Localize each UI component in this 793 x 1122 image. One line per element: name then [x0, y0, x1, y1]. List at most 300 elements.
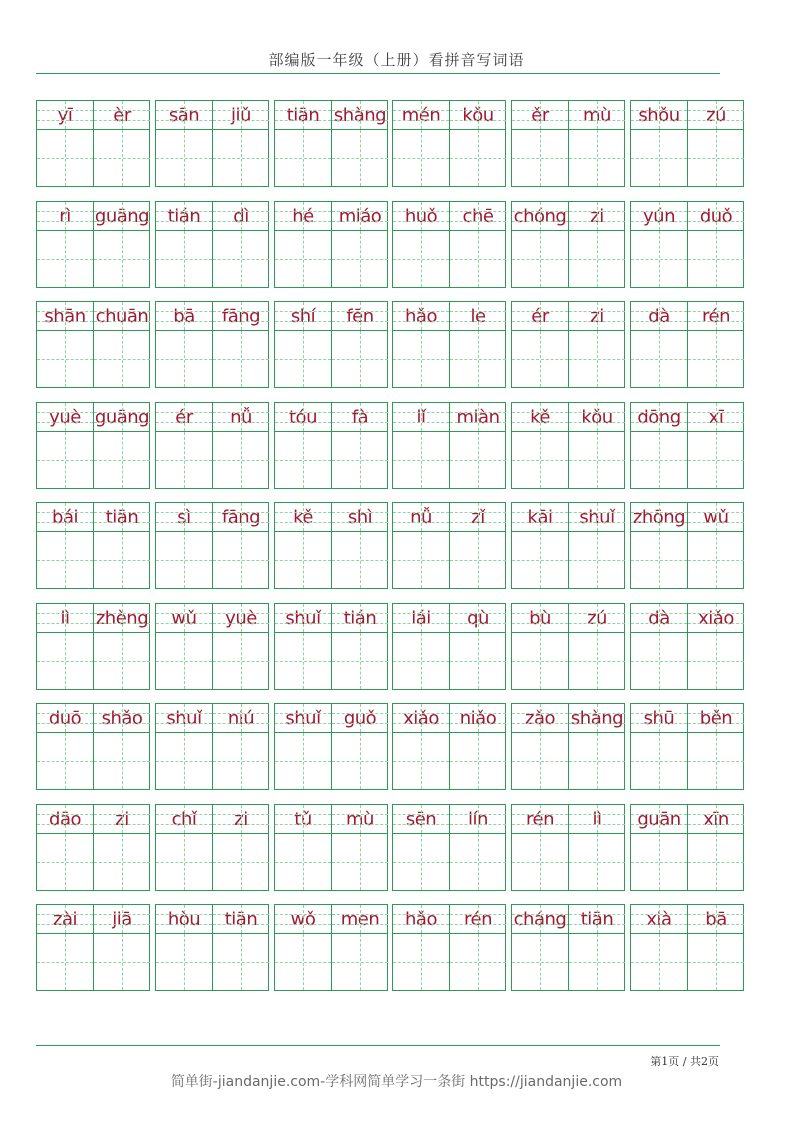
tianzige-square[interactable]: [393, 331, 449, 387]
pinyin-label: duǒ: [688, 202, 744, 231]
tianzige-square[interactable]: [275, 934, 331, 990]
tianzige-square[interactable]: [569, 733, 625, 789]
tianzige-square[interactable]: [688, 834, 744, 890]
pinyin-center-line: [65, 704, 66, 732]
character-cell[interactable]: [93, 905, 150, 990]
tianzige-vertical-guide: [716, 633, 717, 689]
character-cell[interactable]: [212, 302, 269, 387]
tianzige-vertical-guide: [241, 633, 242, 689]
character-cell[interactable]: [331, 604, 388, 689]
tianzige-vertical-guide: [421, 331, 422, 387]
character-cell[interactable]: [37, 403, 93, 488]
tianzige-square[interactable]: [156, 532, 212, 588]
tianzige-square[interactable]: [275, 130, 331, 186]
tianzige-vertical-guide: [360, 633, 361, 689]
tianzige-vertical-guide: [184, 633, 185, 689]
tianzige-square[interactable]: [156, 432, 212, 488]
tianzige-vertical-guide: [478, 532, 479, 588]
pinyin-center-line: [540, 905, 541, 933]
pinyin-label: shān: [37, 302, 93, 331]
pinyin-label: huǒ: [393, 202, 449, 231]
tianzige-square[interactable]: [213, 130, 269, 186]
tianzige-square[interactable]: [94, 331, 150, 387]
tianzige-square[interactable]: [631, 331, 687, 387]
character-cell[interactable]: [156, 503, 212, 588]
tianzige-vertical-guide: [659, 633, 660, 689]
tianzige-square[interactable]: [631, 633, 687, 689]
character-cell[interactable]: [393, 503, 449, 588]
tianzige-vertical-guide: [122, 331, 123, 387]
tianzige-square[interactable]: [37, 834, 93, 890]
character-cell[interactable]: [331, 101, 388, 186]
character-cell[interactable]: [331, 905, 388, 990]
word-box: [392, 904, 506, 991]
character-cell[interactable]: [156, 704, 212, 789]
tianzige-vertical-guide: [303, 432, 304, 488]
tianzige-vertical-guide: [241, 432, 242, 488]
pinyin-label: niǎo: [450, 704, 506, 733]
character-cell[interactable]: [156, 604, 212, 689]
tianzige-square[interactable]: [213, 633, 269, 689]
word-box: [155, 402, 269, 489]
pinyin-label: shì: [332, 503, 388, 532]
character-cell[interactable]: [631, 704, 687, 789]
pinyin-label: niú: [213, 704, 269, 733]
character-cell[interactable]: [93, 604, 150, 689]
tianzige-square[interactable]: [332, 633, 388, 689]
pinyin-label: bā: [156, 302, 212, 331]
character-cell[interactable]: [275, 704, 331, 789]
tianzige-square[interactable]: [450, 130, 506, 186]
tianzige-vertical-guide: [241, 231, 242, 287]
character-cell[interactable]: [568, 101, 625, 186]
word-box: [155, 301, 269, 388]
tianzige-square[interactable]: [450, 532, 506, 588]
character-cell[interactable]: [393, 604, 449, 689]
tianzige-square[interactable]: [156, 130, 212, 186]
character-cell[interactable]: [631, 202, 687, 287]
tianzige-square[interactable]: [94, 532, 150, 588]
character-cell[interactable]: [631, 905, 687, 990]
character-cell[interactable]: [156, 101, 212, 186]
tianzige-square[interactable]: [688, 532, 744, 588]
pinyin-label: sēn: [393, 805, 449, 834]
pinyin-center-line: [241, 403, 242, 431]
tianzige-square[interactable]: [512, 834, 568, 890]
tianzige-square[interactable]: [332, 934, 388, 990]
pinyin-center-line: [122, 101, 123, 129]
tianzige-square[interactable]: [213, 331, 269, 387]
character-cell[interactable]: [93, 302, 150, 387]
character-cell[interactable]: [687, 403, 744, 488]
character-cell[interactable]: [393, 101, 449, 186]
tianzige-square[interactable]: [94, 130, 150, 186]
tianzige-vertical-guide: [122, 633, 123, 689]
character-cell[interactable]: [212, 805, 269, 890]
character-cell[interactable]: [687, 503, 744, 588]
tianzige-square[interactable]: [37, 331, 93, 387]
character-cell[interactable]: [631, 604, 687, 689]
tianzige-square[interactable]: [393, 130, 449, 186]
tianzige-square[interactable]: [631, 834, 687, 890]
tianzige-square[interactable]: [156, 834, 212, 890]
tianzige-square[interactable]: [631, 432, 687, 488]
pinyin-label: guǒ: [332, 704, 388, 733]
pinyin-center-line: [540, 202, 541, 230]
tianzige-vertical-guide: [659, 231, 660, 287]
tianzige-square[interactable]: [569, 432, 625, 488]
character-cell[interactable]: [687, 302, 744, 387]
character-cell[interactable]: [568, 403, 625, 488]
word-box: [630, 100, 744, 187]
character-cell[interactable]: [568, 503, 625, 588]
word-box: [392, 703, 506, 790]
character-cell[interactable]: [631, 503, 687, 588]
character-cell[interactable]: [212, 101, 269, 186]
pinyin-label: lǐ: [393, 403, 449, 432]
character-cell[interactable]: [212, 403, 269, 488]
pinyin-label: nǚ: [213, 403, 269, 432]
tianzige-square[interactable]: [569, 532, 625, 588]
tianzige-square[interactable]: [37, 432, 93, 488]
tianzige-vertical-guide: [65, 733, 66, 789]
tianzige-square[interactable]: [213, 532, 269, 588]
character-cell[interactable]: [631, 101, 687, 186]
character-cell[interactable]: [449, 805, 506, 890]
pinyin-center-line: [184, 101, 185, 129]
pinyin-center-line: [597, 202, 598, 230]
character-cell[interactable]: [275, 403, 331, 488]
character-cell[interactable]: [212, 202, 269, 287]
word-box: [630, 301, 744, 388]
pinyin-center-line: [303, 302, 304, 330]
tianzige-square[interactable]: [275, 432, 331, 488]
tianzige-square[interactable]: [631, 532, 687, 588]
character-cell[interactable]: [212, 905, 269, 990]
character-cell[interactable]: [449, 202, 506, 287]
character-cell[interactable]: [93, 704, 150, 789]
tianzige-square[interactable]: [512, 633, 568, 689]
word-box: [155, 804, 269, 891]
character-cell[interactable]: [212, 704, 269, 789]
tianzige-square[interactable]: [37, 532, 93, 588]
tianzige-vertical-guide: [65, 633, 66, 689]
character-cell[interactable]: [275, 101, 331, 186]
tianzige-square[interactable]: [688, 331, 744, 387]
character-cell[interactable]: [512, 403, 568, 488]
pinyin-label: shuǐ: [275, 704, 331, 733]
tianzige-square[interactable]: [393, 432, 449, 488]
tianzige-square[interactable]: [393, 633, 449, 689]
tianzige-square[interactable]: [631, 733, 687, 789]
pinyin-center-line: [421, 604, 422, 632]
character-cell[interactable]: [275, 905, 331, 990]
tianzige-square[interactable]: [450, 331, 506, 387]
pinyin-center-line: [184, 503, 185, 531]
character-cell[interactable]: [512, 202, 568, 287]
tianzige-square[interactable]: [512, 532, 568, 588]
character-cell[interactable]: [449, 704, 506, 789]
character-cell[interactable]: [331, 202, 388, 287]
character-cell[interactable]: [393, 202, 449, 287]
tianzige-square[interactable]: [450, 633, 506, 689]
character-cell[interactable]: [331, 403, 388, 488]
character-cell[interactable]: [512, 805, 568, 890]
tianzige-square[interactable]: [512, 331, 568, 387]
pinyin-center-line: [303, 503, 304, 531]
tianzige-square[interactable]: [275, 331, 331, 387]
tianzige-square[interactable]: [37, 130, 93, 186]
pinyin-label: kě: [512, 403, 568, 432]
tianzige-square[interactable]: [94, 834, 150, 890]
word-box: [392, 603, 506, 690]
character-cell[interactable]: [275, 202, 331, 287]
character-cell[interactable]: [687, 704, 744, 789]
tianzige-square[interactable]: [332, 331, 388, 387]
character-cell[interactable]: [93, 101, 150, 186]
tianzige-square[interactable]: [569, 934, 625, 990]
tianzige-square[interactable]: [37, 231, 93, 287]
pinyin-center-line: [659, 101, 660, 129]
character-cell[interactable]: [687, 604, 744, 689]
tianzige-square[interactable]: [512, 130, 568, 186]
tianzige-vertical-guide: [360, 532, 361, 588]
pinyin-label: shǒu: [631, 101, 687, 130]
tianzige-square[interactable]: [512, 733, 568, 789]
tianzige-square[interactable]: [569, 130, 625, 186]
character-cell[interactable]: [93, 202, 150, 287]
pinyin-center-line: [184, 805, 185, 833]
tianzige-square[interactable]: [94, 934, 150, 990]
tianzige-square[interactable]: [275, 733, 331, 789]
tianzige-square[interactable]: [156, 331, 212, 387]
tianzige-square[interactable]: [37, 633, 93, 689]
character-cell[interactable]: [156, 805, 212, 890]
character-cell[interactable]: [275, 604, 331, 689]
pinyin-label: chē: [450, 202, 506, 231]
tianzige-square[interactable]: [94, 432, 150, 488]
tianzige-vertical-guide: [716, 934, 717, 990]
character-cell[interactable]: [687, 805, 744, 890]
character-cell[interactable]: [449, 302, 506, 387]
character-cell[interactable]: [687, 101, 744, 186]
character-cell[interactable]: [156, 905, 212, 990]
pinyin-center-line: [478, 101, 479, 129]
character-cell[interactable]: [93, 805, 150, 890]
character-cell[interactable]: [449, 905, 506, 990]
character-cell[interactable]: [512, 604, 568, 689]
character-cell[interactable]: [631, 403, 687, 488]
tianzige-square[interactable]: [688, 231, 744, 287]
character-cell[interactable]: [687, 202, 744, 287]
character-cell[interactable]: [393, 905, 449, 990]
tianzige-square[interactable]: [156, 231, 212, 287]
character-cell[interactable]: [393, 704, 449, 789]
character-cell[interactable]: [156, 202, 212, 287]
character-cell[interactable]: [512, 101, 568, 186]
character-cell[interactable]: [93, 503, 150, 588]
pinyin-label: chuān: [94, 302, 150, 331]
tianzige-square[interactable]: [631, 231, 687, 287]
tianzige-vertical-guide: [303, 633, 304, 689]
pinyin-center-line: [303, 101, 304, 129]
character-cell[interactable]: [568, 805, 625, 890]
tianzige-square[interactable]: [156, 633, 212, 689]
character-cell[interactable]: [512, 905, 568, 990]
character-cell[interactable]: [393, 805, 449, 890]
pinyin-center-line: [65, 604, 66, 632]
character-cell[interactable]: [512, 302, 568, 387]
character-cell[interactable]: [275, 805, 331, 890]
tianzige-square[interactable]: [450, 231, 506, 287]
character-cell[interactable]: [37, 805, 93, 890]
tianzige-square[interactable]: [512, 432, 568, 488]
pinyin-label: nǚ: [393, 503, 449, 532]
character-cell[interactable]: [156, 302, 212, 387]
pinyin-center-line: [241, 604, 242, 632]
tianzige-square[interactable]: [569, 231, 625, 287]
tianzige-square[interactable]: [332, 733, 388, 789]
tianzige-square[interactable]: [275, 532, 331, 588]
character-cell[interactable]: [568, 604, 625, 689]
pinyin-label: tiān: [569, 905, 625, 934]
character-cell[interactable]: [93, 403, 150, 488]
character-cell[interactable]: [449, 403, 506, 488]
character-cell[interactable]: [568, 302, 625, 387]
character-cell[interactable]: [568, 202, 625, 287]
tianzige-vertical-guide: [597, 834, 598, 890]
word-box: [511, 301, 625, 388]
tianzige-vertical-guide: [122, 231, 123, 287]
character-cell[interactable]: [156, 403, 212, 488]
character-cell[interactable]: [331, 805, 388, 890]
tianzige-square[interactable]: [332, 130, 388, 186]
tianzige-square[interactable]: [156, 733, 212, 789]
character-cell[interactable]: [393, 403, 449, 488]
tianzige-square[interactable]: [450, 834, 506, 890]
tianzige-vertical-guide: [478, 432, 479, 488]
tianzige-square[interactable]: [569, 834, 625, 890]
tianzige-square[interactable]: [213, 934, 269, 990]
character-cell[interactable]: [275, 302, 331, 387]
character-cell[interactable]: [37, 302, 93, 387]
character-cell[interactable]: [331, 704, 388, 789]
character-cell[interactable]: [631, 805, 687, 890]
pinyin-center-line: [360, 403, 361, 431]
pinyin-center-line: [421, 202, 422, 230]
character-cell[interactable]: [331, 503, 388, 588]
tianzige-square[interactable]: [213, 432, 269, 488]
character-cell[interactable]: [37, 704, 93, 789]
pinyin-center-line: [421, 704, 422, 732]
character-cell[interactable]: [631, 302, 687, 387]
tianzige-square[interactable]: [688, 432, 744, 488]
character-cell[interactable]: [212, 604, 269, 689]
tianzige-square[interactable]: [94, 633, 150, 689]
tianzige-square[interactable]: [569, 633, 625, 689]
tianzige-square[interactable]: [688, 733, 744, 789]
character-cell[interactable]: [37, 905, 93, 990]
character-cell[interactable]: [37, 604, 93, 689]
character-cell[interactable]: [275, 503, 331, 588]
pinyin-label: tián: [156, 202, 212, 231]
pinyin-label: chǐ: [156, 805, 212, 834]
tianzige-vertical-guide: [241, 130, 242, 186]
pinyin-center-line: [360, 905, 361, 933]
character-cell[interactable]: [568, 905, 625, 990]
tianzige-square[interactable]: [275, 834, 331, 890]
character-cell[interactable]: [449, 101, 506, 186]
tianzige-vertical-guide: [421, 633, 422, 689]
tianzige-square[interactable]: [332, 432, 388, 488]
character-cell[interactable]: [687, 905, 744, 990]
pinyin-label: dà: [631, 604, 687, 633]
tianzige-square[interactable]: [393, 934, 449, 990]
pinyin-label: tiān: [213, 905, 269, 934]
tianzige-square[interactable]: [94, 231, 150, 287]
pinyin-label: men: [332, 905, 388, 934]
pinyin-center-line: [716, 403, 717, 431]
tianzige-square[interactable]: [37, 934, 93, 990]
tianzige-square[interactable]: [569, 331, 625, 387]
tianzige-square[interactable]: [393, 834, 449, 890]
tianzige-vertical-guide: [478, 231, 479, 287]
tianzige-square[interactable]: [213, 231, 269, 287]
tianzige-square[interactable]: [688, 934, 744, 990]
tianzige-square[interactable]: [688, 633, 744, 689]
character-cell[interactable]: [212, 503, 269, 588]
character-cell[interactable]: [37, 503, 93, 588]
tianzige-square[interactable]: [450, 432, 506, 488]
tianzige-square[interactable]: [213, 733, 269, 789]
character-cell[interactable]: [449, 604, 506, 689]
tianzige-square[interactable]: [275, 231, 331, 287]
tianzige-square[interactable]: [631, 934, 687, 990]
tianzige-square[interactable]: [94, 733, 150, 789]
character-cell[interactable]: [393, 302, 449, 387]
tianzige-square[interactable]: [37, 733, 93, 789]
tianzige-square[interactable]: [512, 231, 568, 287]
tianzige-square[interactable]: [156, 934, 212, 990]
tianzige-vertical-guide: [421, 934, 422, 990]
tianzige-square[interactable]: [450, 733, 506, 789]
tianzige-square[interactable]: [393, 733, 449, 789]
character-cell[interactable]: [37, 101, 93, 186]
tianzige-square[interactable]: [332, 231, 388, 287]
tianzige-square[interactable]: [332, 834, 388, 890]
character-cell[interactable]: [568, 704, 625, 789]
pinyin-center-line: [303, 604, 304, 632]
tianzige-square[interactable]: [512, 934, 568, 990]
tianzige-square[interactable]: [275, 633, 331, 689]
character-cell[interactable]: [37, 202, 93, 287]
tianzige-vertical-guide: [659, 934, 660, 990]
character-cell[interactable]: [512, 503, 568, 588]
character-cell[interactable]: [331, 302, 388, 387]
tianzige-square[interactable]: [450, 934, 506, 990]
tianzige-square[interactable]: [631, 130, 687, 186]
character-cell[interactable]: [512, 704, 568, 789]
tianzige-square[interactable]: [213, 834, 269, 890]
tianzige-square[interactable]: [332, 532, 388, 588]
tianzige-square[interactable]: [688, 130, 744, 186]
tianzige-square[interactable]: [393, 532, 449, 588]
tianzige-vertical-guide: [303, 733, 304, 789]
pinyin-center-line: [716, 202, 717, 230]
word-box: [392, 402, 506, 489]
character-cell[interactable]: [449, 503, 506, 588]
tianzige-square[interactable]: [393, 231, 449, 287]
